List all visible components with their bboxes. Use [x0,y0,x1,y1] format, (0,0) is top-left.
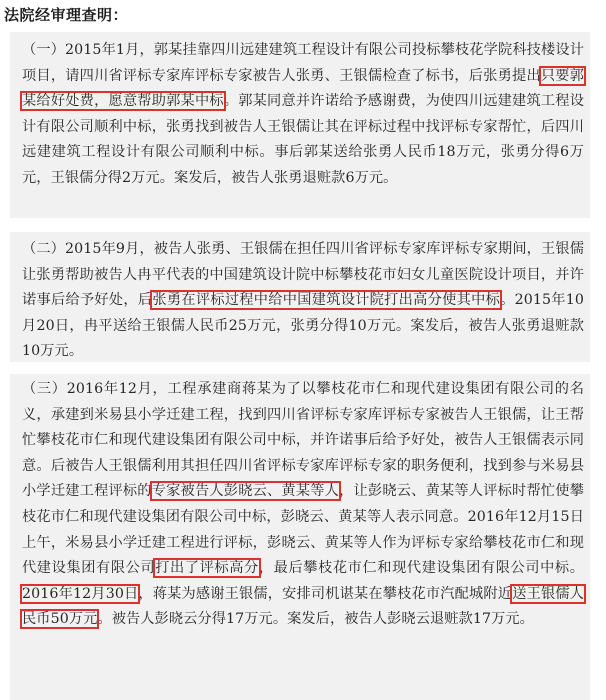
paragraph-3-highlight-1: 专家被告人彭晓云、黄某等人 [151,483,340,500]
paragraph-1 [10,32,590,192]
paragraph-block-3 [10,374,590,700]
paragraph-3-segment-3: ，最后攀枝花市仁和现代建设集团有限公司中标。 [258,560,585,577]
paragraph-3-highlight-4: 送王银儒人民币50万元 [22,585,584,628]
paragraph-3-segment-2: ，让彭晓云、黄某等人评标时帮忙使攀枝花市仁和现代建设集团有限公司中标，彭晓云、黄某等人表示同意。2016年12月15日上午，米易县小学迁建工程进行评标，彭晓云、黄某等人作为评标专家给攀枝花市仁和现代建设集团有限公司 [22,483,584,577]
page-title: 法院经审理查明： [4,6,129,24]
paragraph-3 [10,374,590,633]
paragraph-2-highlight-1: 张勇在评标过程中给中国建筑设计院打出高分使其中标 [152,292,501,309]
paragraph-2-segment-2: 。2015年10月20日，冉平送给王银儒人民币25万元，张勇分得10万元。案发后，被告人张勇退赃款10万元。 [22,292,585,360]
paragraph-block-1 [10,32,590,218]
paragraph-1-segment-1: （一）2015年1月，郭某挂靠四川远建建筑工程设计有限公司投标攀枝花学院科技楼设计项目，请四川省评标专家库评标专家被告人张勇、王银儒检查了标书，后张勇提出 [22,42,584,84]
paragraph-3-highlight-2: 打出了评标高分 [155,560,259,577]
paragraph-3-segment-4: ，蒋某为感谢王银儒，安排司机谌某在攀枝花市汽配城附近 [138,585,513,602]
paragraph-2 [10,232,590,362]
paragraph-2-segment-1: （二）2015年9月，被告人张勇、王银儒在担任四川省评标专家库评标专家期间，王银儒让张勇帮助被告人冉平代表的中国建筑设计院中标攀枝花市妇女儿童医院设计项目，并许诺事后给予好处，后 [22,241,584,309]
paragraph-3-highlight-3: 2016年12月30日 [22,585,139,602]
paragraph-3-segment-1: （三）2016年12月，工程承建商蒋某为了以攀枝花市仁和现代建设集团有限公司的名义，承建到米易县小学迁建工程，找到四川省评标专家库评标专家被告人王银儒，让王帮忙攀枝花市仁和现代建设集团有限公司中标，并许诺事后给予好处，被告人王银儒表示同意。后被告人王银儒利用其担任四川省评标专家库评标专家的职务便利，找到参与米易县小学迁建工程评标的 [22,381,584,500]
paragraph-1-segment-2: 。郭某同意并许诺给予感谢费，为使四川远建建筑工程设计有限公司顺利中标，张勇找到被告人王银儒让其在评标过程中找评标专家帮忙，后四川远建建筑工程设计有限公司顺利中标。事后郭某送给张勇人民币18万元，张勇分得6万元，王银儒分得2万元。案发后，被告人张勇退赃款6万元。 [22,93,584,186]
paragraph-3-segment-5: 。被告人彭晓云分得17万元。案发后，被告人彭晓云退赃款17万元。 [97,611,534,628]
paragraph-block-2 [10,232,590,362]
paragraph-1-highlight-1: 只要郭某给好处费，愿意帮助郭某中标 [22,67,584,110]
